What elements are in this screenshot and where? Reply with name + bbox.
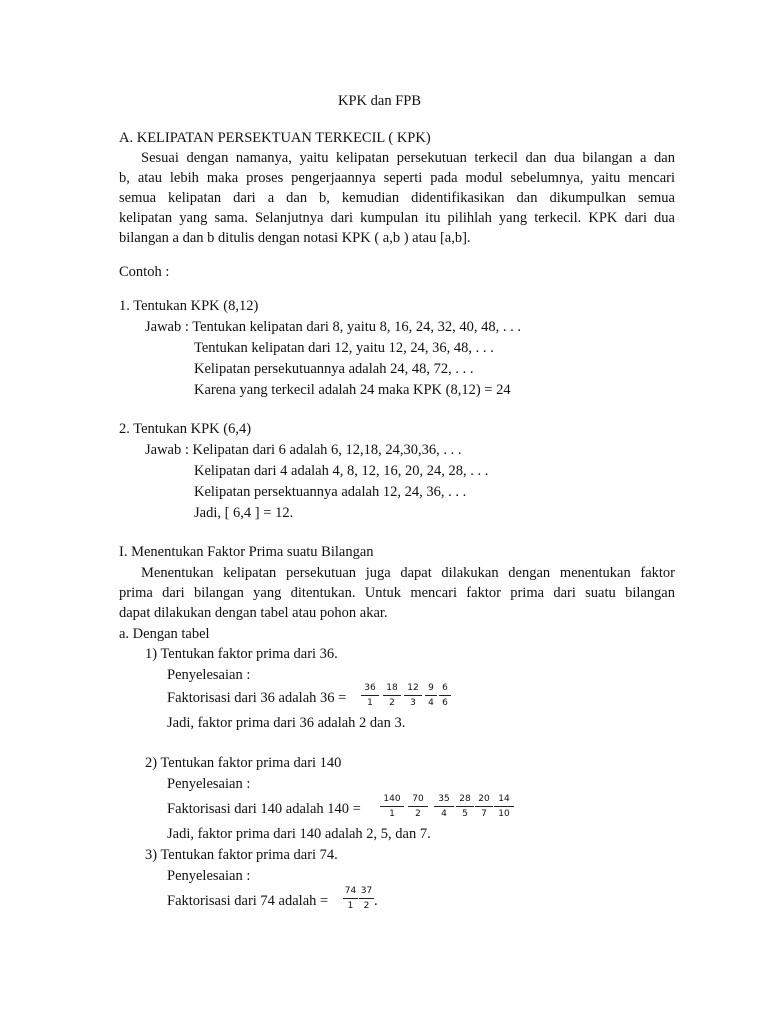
item-1-penyelesaian: Penyelesaian :	[167, 667, 251, 683]
fraction: 37 2	[360, 886, 373, 911]
item-1-faktorisasi: Faktorisasi dari 36 adalah 36 =	[167, 690, 347, 706]
item-3-trailing-period: .	[374, 893, 378, 909]
section-a-paragraph	[119, 148, 675, 228]
paragraph-line: dapat dilakukan dengan tabel atau pohon akar.	[119, 605, 388, 621]
example-2-answer-line: Jawab : Kelipatan dari 6 adalah 6, 12,18, 24,30,36, . . .	[145, 442, 462, 458]
section-a-heading: A. KELIPATAN PERSEKTUAN TERKECIL ( KPK)	[119, 130, 431, 146]
paragraph-line: kelipatan yang sama. Selanjutnya dari kumpulan itu pilihlah yang terkecil. KPK dari dua	[119, 210, 675, 226]
sub-heading-a: a. Dengan tabel	[119, 626, 210, 642]
item-1-question: 1) Tentukan faktor prima dari 36.	[145, 646, 338, 662]
section-i-heading: I. Menentukan Faktor Prima suatu Bilangan	[119, 544, 374, 560]
item-2-conclusion: Jadi, faktor prima dari 140 adalah 2, 5, dan 7.	[167, 826, 431, 842]
example-1-answer-line: Tentukan kelipatan dari 12, yaitu 12, 24, 36, 48, . . .	[194, 340, 494, 356]
fraction: 18 2	[383, 683, 401, 709]
paragraph-line: Menentukan kelipatan persekutuan juga dapat dilakukan dengan menentukan faktor	[141, 565, 675, 581]
page-title: KPK dan FPB	[338, 93, 421, 109]
paragraph-line: prima dari bilangan yang ditentukan. Untuk mencari faktor prima dari suatu bilangan	[119, 585, 675, 601]
item-2-faktorisasi: Faktorisasi dari 140 adalah 140 =	[167, 801, 361, 817]
item-2-question: 2) Tentukan faktor prima dari 140	[145, 755, 342, 771]
item-3-faktorisasi: Faktorisasi dari 74 adalah =	[167, 893, 329, 909]
fraction: 20 7	[475, 794, 493, 820]
item-1-conclusion: Jadi, faktor prima dari 36 adalah 2 dan 3.	[167, 715, 406, 731]
example-1-answer-line: Karena yang terkecil adalah 24 maka KPK (8,12) = 24	[194, 382, 511, 398]
item-3-penyelesaian: Penyelesaian :	[167, 868, 251, 884]
example-1-answer-line: Jawab : Tentukan kelipatan dari 8, yaitu 8, 16, 24, 32, 40, 48, . . .	[145, 319, 522, 335]
fraction: 140 1	[380, 794, 404, 820]
paragraph-line: bilangan a dan b ditulis dengan notasi KPK ( a,b ) atau [a,b].	[119, 230, 471, 246]
fraction: 36 1	[361, 683, 379, 709]
paragraph-line: Sesuai dengan namanya, yaitu kelipatan persekutuan terkecil dan dua bilangan a dan	[141, 150, 675, 166]
contoh-label: Contoh :	[119, 264, 170, 280]
fraction: 6 6	[439, 683, 451, 709]
fraction: 74 1	[344, 886, 357, 911]
fraction: 9 4	[425, 683, 437, 709]
example-1-answer-line: Kelipatan persekutuannya adalah 24, 48, 72, . . .	[194, 361, 474, 377]
fraction: 35 4	[434, 794, 454, 820]
paragraph-line: semua kelipatan dari a dan b, kemudian didentifikasikan dan dikumpulkan semua	[119, 190, 675, 206]
item-2-penyelesaian: Penyelesaian :	[167, 776, 251, 792]
example-2-answer-line: Kelipatan dari 4 adalah 4, 8, 12, 16, 20, 24, 28, . . .	[194, 463, 489, 479]
example-2-answer-line: Kelipatan persektuannya adalah 12, 24, 36, . . .	[194, 484, 467, 500]
example-1-question: 1. Tentukan KPK (8,12)	[119, 298, 259, 314]
example-2-question: 2. Tentukan KPK (6,4)	[119, 421, 252, 437]
fraction: 70 2	[408, 794, 428, 820]
fraction: 12 3	[404, 683, 422, 709]
fraction: 28 5	[456, 794, 474, 820]
item-3-question: 3) Tentukan faktor prima dari 74.	[145, 847, 338, 863]
paragraph-line: b, atau lebih maka proses pengerjaannya seperti pada modul sebelumnya, yaitu mencari	[119, 170, 675, 186]
section-i-paragraph	[119, 563, 675, 603]
example-2-answer-line: Jadi, [ 6,4 ] = 12.	[194, 505, 294, 521]
fraction: 14 10	[494, 794, 514, 820]
